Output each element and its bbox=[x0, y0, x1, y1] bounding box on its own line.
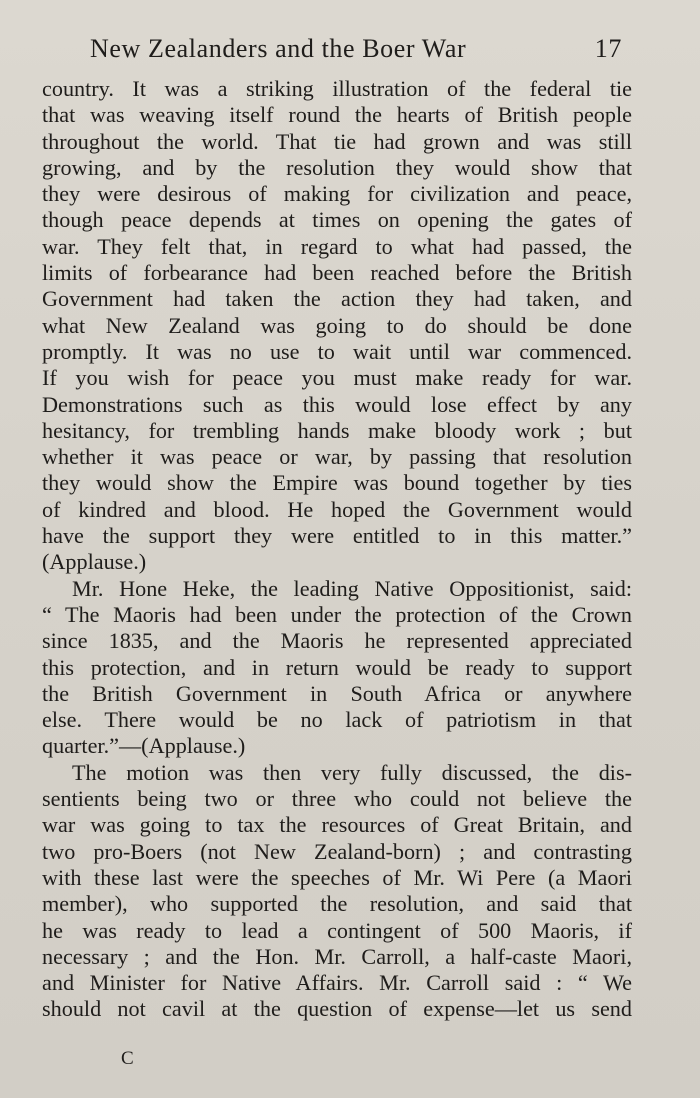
body-text bbox=[42, 76, 632, 1023]
text-line: of kindred and blood. He hoped the Government would bbox=[42, 496, 632, 522]
text-line: The motion was then very fully discussed, the dis- bbox=[72, 759, 632, 785]
text-line: this protection, and in return would be ready to support bbox=[42, 654, 632, 680]
text-line: whether it was peace or war, by passing that resolution bbox=[42, 444, 632, 470]
text-line: and Minister for Native Affairs. Mr. Carroll said : “ We bbox=[42, 970, 632, 996]
text-line: limits of forbearance had been reached before the British bbox=[42, 260, 632, 286]
text-line: though peace depends at times on opening the gates of bbox=[42, 207, 632, 233]
text-line: should not cavil at the question of expense—let us send bbox=[42, 996, 632, 1022]
page-number: 17 bbox=[594, 34, 622, 63]
text-line: since 1835, and the Maoris he represented appreciated bbox=[42, 628, 632, 654]
text-line: throughout the world. That tie had grown and was still bbox=[42, 128, 632, 154]
running-head bbox=[40, 26, 630, 70]
text-line: country. It was a striking illustration of the federal tie bbox=[42, 76, 632, 101]
text-line: have the support they were entitled to in this matter.” bbox=[42, 523, 632, 549]
text-line: “ The Maoris had been under the protection of the Crown bbox=[42, 601, 632, 627]
text-line: that was weaving itself round the hearts of British people bbox=[42, 102, 632, 128]
text-line: promptly. It was no use to wait until war commenced. bbox=[42, 338, 632, 364]
text-line: what New Zealand was going to do should be done bbox=[42, 312, 632, 338]
text-line: quarter.”—(Applause.) bbox=[42, 733, 246, 759]
text-line: member), who supported the resolution, and said that bbox=[42, 891, 632, 917]
text-line: If you wish for peace you must make ready for war. bbox=[42, 365, 632, 391]
text-line: Government had taken the action they had taken, and bbox=[42, 286, 632, 312]
text-line: necessary ; and the Hon. Mr. Carroll, a half-caste Maori, bbox=[42, 943, 632, 969]
text-line: two pro-Boers (not New Zealand-born) ; and contrasting bbox=[42, 838, 632, 864]
text-line: (Applause.) bbox=[42, 549, 147, 575]
text-line: he was ready to lead a contingent of 500 Maoris, if bbox=[42, 917, 632, 943]
running-head-title: New Zealanders and the Boer War bbox=[90, 34, 467, 63]
text-line: war was going to tax the resources of Great Britain, and bbox=[42, 812, 632, 838]
text-line: sentients being two or three who could not believe the bbox=[42, 786, 632, 812]
text-line: the British Government in South Africa or anywhere bbox=[42, 680, 632, 706]
signature-mark: C bbox=[121, 1048, 134, 1069]
text-line: growing, and by the resolution they would show that bbox=[42, 154, 632, 180]
text-line: war. They felt that, in regard to what had passed, the bbox=[42, 233, 632, 259]
text-line: they would show the Empire was bound together by ties bbox=[42, 470, 632, 496]
text-line: Mr. Hone Heke, the leading Native Oppositionist, said: bbox=[72, 575, 632, 601]
text-line: they were desirous of making for civilization and peace, bbox=[42, 181, 632, 207]
text-line: Demonstrations such as this would lose effect by any bbox=[42, 391, 632, 417]
text-line: with these last were the speeches of Mr. Wi Pere (a Maori bbox=[42, 864, 632, 890]
text-line: else. There would be no lack of patriotism in that bbox=[42, 707, 632, 733]
text-line: hesitancy, for trembling hands make bloody work ; but bbox=[42, 417, 632, 443]
